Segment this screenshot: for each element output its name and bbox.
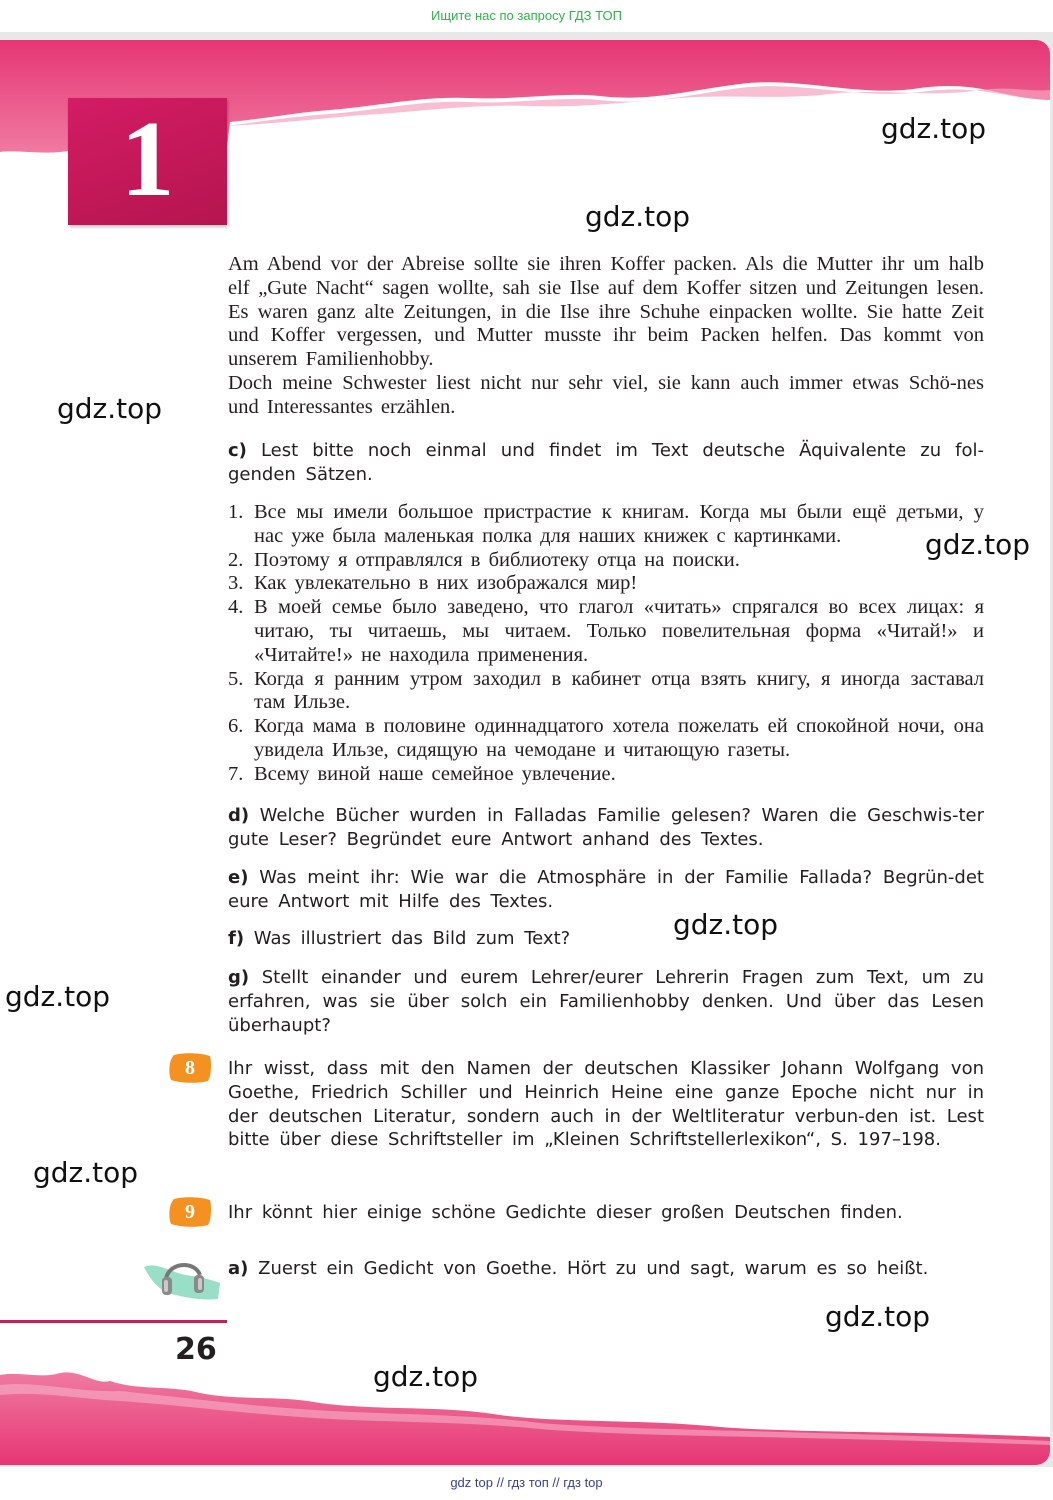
chapter-number: 1	[120, 100, 175, 219]
bottom-notice-bar	[0, 1467, 1053, 1500]
top-notice-bar	[0, 0, 1053, 32]
watermark: gdz.top	[825, 1300, 931, 1333]
list-item: 5. Когда я ранним утром заходил в кабинет отца взять книгу, я иногда заставал там Ильзе.	[228, 667, 984, 714]
task-e	[228, 866, 984, 914]
watermark: gdz.top	[33, 1156, 139, 1189]
watermark: gdz.top	[373, 1360, 479, 1393]
task-c-text: Lest bitte noch einmal und findet im Text deutsche Äquivalente zu fol-genden Sätzen.	[228, 440, 984, 485]
task-d-text: Welche Bücher wurden in Falladas Familie gelesen? Waren die Geschwis-ter gute Leser? Begründet eure Antwort anhand des Textes.	[228, 805, 985, 850]
task-g	[228, 966, 984, 1037]
exercise-8-number: 8	[185, 1057, 195, 1079]
task-f-text: Was illustriert das Bild zum Text?	[253, 928, 571, 949]
task-c	[228, 439, 984, 487]
task-9a-label: a)	[228, 1258, 249, 1279]
list-item: 7. Всему виной наше семейное увлечение.	[228, 762, 616, 785]
reading-paragraph-2: Doch meine Schwester liest nicht nur sehr viel, sie kann auch immer etwas Schö-nes und Interessantes erzählen.	[228, 371, 984, 418]
list-item: 4. В моей семье было заведено, что глагол «читать» спрягался во всех лицах: я читаю, ты читаешь, мы читаем. Только повелительная форма «Читай!» и «Читайте!» не находила применения.	[228, 596, 984, 666]
watermark: gdz.top	[585, 200, 691, 233]
exercise-9-text: Ihr könnt hier einige schöne Gedichte dieser großen Deutschen finden.	[228, 1202, 903, 1223]
headphones-icon	[142, 1245, 222, 1305]
list-item: 6. Когда мама в половине одиннадцатого хотела пожелать ей спокойной ночи, она увидела Ильзе, сидящую на чемодане и читающую газеты.	[228, 715, 984, 761]
task-g-label: g)	[228, 967, 250, 988]
top-notice-text: Ищите нас по запросу ГДЗ ТОП	[431, 8, 622, 23]
list-item: 2. Поэтому я отправлялся в библиотеку отца на поиски.	[228, 548, 740, 571]
task-c-label: c)	[228, 440, 247, 461]
exercise-9-number: 9	[185, 1201, 195, 1223]
page-number-rule	[0, 1320, 227, 1323]
reading-paragraph-1: Am Abend vor der Abreise sollte sie ihren Koffer packen. Als die Mutter ihr um halb elf „Gute Nacht“ sagen wollte, sah sie Ilse auf dem Koffer sitzen und Zeitungen lesen. Es waren ganz alte Zeitungen, in die Ilse ihre Schuhe einpacken wollte. Sie hatte Zeit und Koffer vergessen, und Mutter musste ihr beim Packen helfen. Das kommt von unserem Familienhobby.	[228, 253, 984, 371]
task-e-text: Was meint ihr: Wie war die Atmosphäre in der Familie Fallada? Begrün-det eure Antwort mit Hilfe des Textes.	[228, 867, 984, 912]
page-number: 26	[175, 1332, 217, 1367]
task-9a-text: Zuerst ein Gedicht von Goethe. Hört zu und sagt, warum es so heißt.	[258, 1258, 929, 1279]
task-d-label: d)	[228, 805, 250, 826]
exercise-9-badge	[168, 1196, 212, 1228]
russian-sentence-list	[228, 501, 984, 787]
reading-text	[228, 253, 984, 420]
list-item: 1. Все мы имели большое пристрастие к книгам. Когда мы были ещё детьми, у нас уже была маленькая полка для наших книжек с картинками.	[228, 501, 984, 547]
watermark: gdz.top	[925, 528, 1031, 561]
chapter-number-box	[68, 98, 227, 225]
task-e-label: e)	[228, 867, 249, 888]
watermark: gdz.top	[673, 908, 779, 941]
exercise-8-badge	[168, 1052, 212, 1084]
bottom-notice-text: gdz top // гдз топ // гдз top	[450, 1475, 603, 1490]
bottom-pink-wave	[0, 1345, 1050, 1465]
task-g-text: Stellt einander und eurem Lehrer/eurer Lehrerin Fragen zum Text, um zu erfahren, was sie über solch ein Familienhobby denken. Und über das Lesen überhaupt?	[228, 967, 984, 1036]
watermark: gdz.top	[5, 980, 111, 1013]
watermark: gdz.top	[881, 112, 987, 145]
task-f-label: f)	[228, 928, 245, 949]
list-item: 3. Как увлекательно в них изображался мир!	[228, 572, 638, 595]
task-f	[228, 927, 984, 951]
task-d	[228, 804, 984, 852]
exercise-8-text: Ihr wisst, dass mit den Namen der deutschen Klassiker Johann Wolfgang von Goethe, Friedrich Schiller und Heinrich Heine eine ganze Epoche nicht nur in der deutschen Literatur, sondern auch in der Weltliteratur verbun-den ist. Lest bitte über diese Schriftsteller im „Kleinen Schriftstellerlexikon“, S. 197–198.	[228, 1058, 984, 1151]
watermark: gdz.top	[57, 392, 163, 425]
task-9a	[228, 1257, 984, 1281]
